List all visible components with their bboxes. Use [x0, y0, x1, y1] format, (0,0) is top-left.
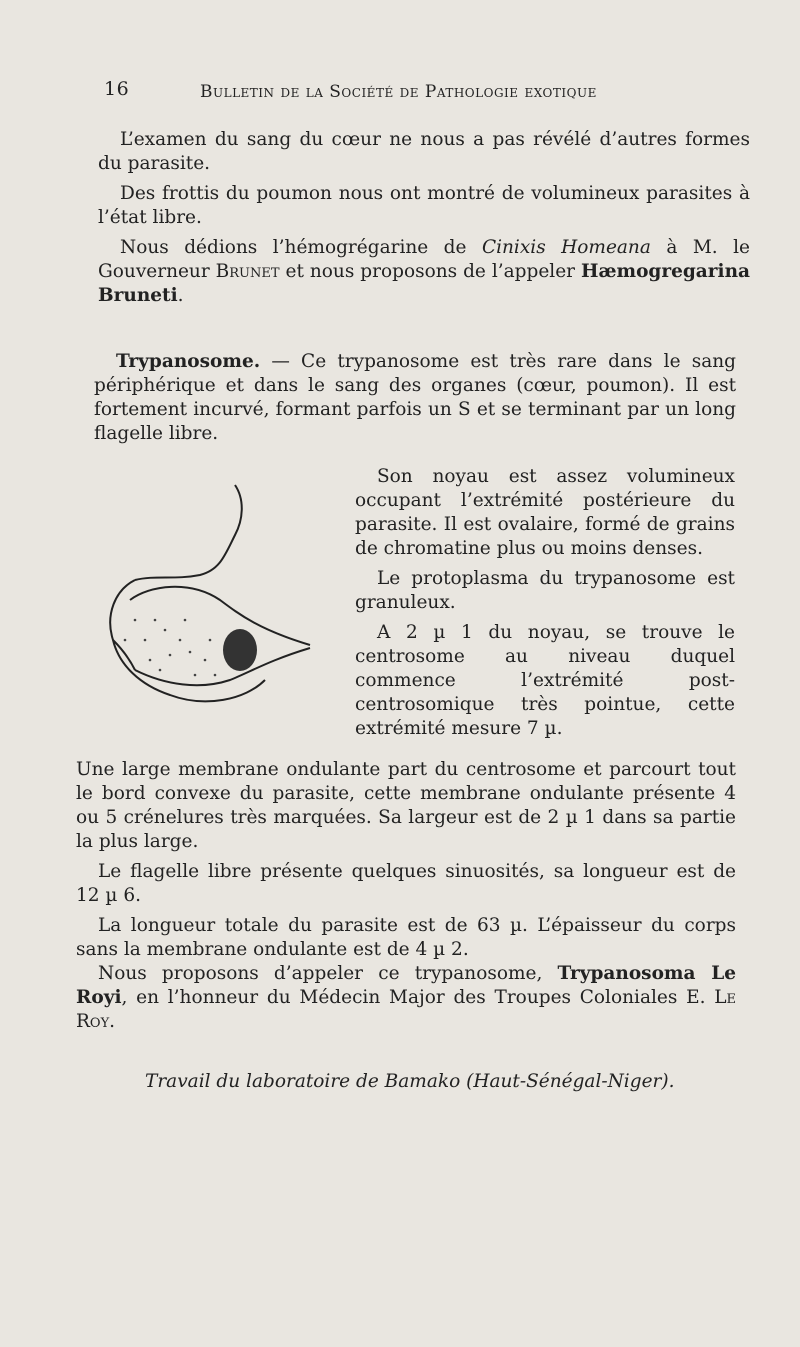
paragraph-9: La longueur totale du parasite est de 63 µ. L’épaisseur du corps sans la membrane ondulante est de 4 µ 2.: [76, 915, 736, 960]
flagellum-line: [135, 485, 242, 580]
journal-title: Bulletin de la Société de Pathologie exotique: [200, 82, 597, 102]
trypanosome-figure: [95, 480, 345, 740]
body-upper-edge: [130, 587, 310, 645]
new-species-name: Hæmogregarina Bruneti: [98, 261, 751, 306]
species-name: Cinixis Homeana: [481, 237, 651, 258]
footer-place: Haut-Sénégal-Niger: [473, 1071, 662, 1092]
honoree-name: E. Le Roy: [76, 987, 737, 1032]
paragraph-3: Nous dédions l’hémogrégarine de Cinixis Homeana à M. le Gouverneur Brunet et nous proposons de l’appeler Hæmogregarina Bruneti.: [98, 237, 751, 306]
section-heading: Trypanosome.: [116, 351, 261, 372]
body-lower-edge: [135, 648, 310, 685]
paragraph-1: L’examen du sang du cœur ne nous a pas révélé d’autres formes du parasite.: [98, 129, 750, 174]
paragraph-10: Nous proposons d’appeler ce trypanosome, Trypanosoma Le Royi, en l’honneur du Médecin Major des Troupes Coloniales E. Le Roy.: [76, 963, 737, 1032]
nucleus-shape: [223, 629, 257, 671]
footer-note: Travail du laboratoire de Bamako (Haut-Sénégal-Niger).: [145, 1071, 675, 1092]
paragraph-4: Trypanosome. — Ce trypanosome est très rare dans le sang périphérique et dans le sang des organes (cœur, poumon). Il est fortement incurvé, formant parfois un S et se terminant par un long flagelle libre.: [94, 351, 736, 444]
paragraph-2: Des frottis du poumon nous ont montré de volumineux parasites à l’état libre.: [98, 183, 750, 228]
page-number: 16: [104, 78, 130, 100]
paragraph-6: Le protoplasma du trypanosome est granuleux.: [355, 568, 735, 613]
trypanosoma-name: Trypanosoma Le Royi: [76, 963, 736, 1008]
paragraph-5: Son noyau est assez volumineux occupant l’extrémité postérieure du parasite. Il est ovalaire, formé de grains de chromatine plus ou moins denses.: [355, 466, 735, 559]
person-name: Brunet: [215, 261, 280, 282]
paragraph-block-bottom: [76, 758, 736, 1034]
paragraph-7a: A 2 µ 1 du noyau, se trouve le centrosome au niveau duquel commence l’extrémité post-centrosomique très pointue, cette extrémité mesure 7 µ.: [355, 622, 735, 739]
paragraph-7b: Une large membrane ondulante part du centrosome et parcourt tout le bord convexe du parasite, cette membrane ondulante présente 4 ou 5 crénelures très marquées. Sa largeur est de 2 µ 1 dans sa partie la plus large.: [76, 759, 736, 852]
paragraph-block-top: [98, 128, 750, 308]
paragraph-8: Le flagelle libre présente quelques sinuosités, sa longueur est de 12 µ 6.: [76, 861, 736, 906]
paragraph-block-trypanosome: [94, 350, 736, 446]
paragraph-block-right-of-figure: [355, 465, 735, 741]
